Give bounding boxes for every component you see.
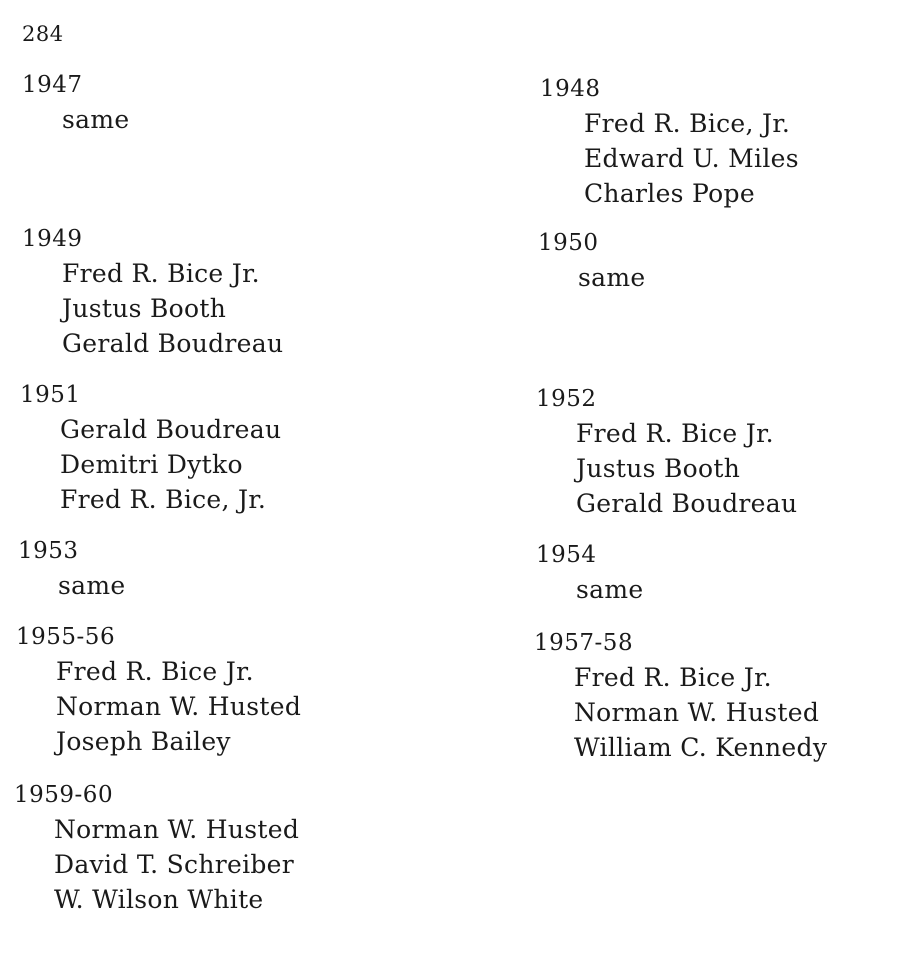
entry-name: same — [62, 105, 130, 134]
entry-names — [60, 412, 281, 517]
entry-name: same — [58, 571, 126, 600]
entry-year: 1955-56 — [16, 624, 116, 650]
entry-names — [574, 660, 827, 765]
entry-name: William C. Kennedy — [574, 733, 828, 762]
entry-name: Demitri Dytko — [60, 450, 243, 479]
entry-1949 — [22, 222, 283, 361]
entry-names — [62, 102, 129, 137]
entry-year: 1953 — [18, 538, 79, 564]
entry-1947 — [22, 68, 129, 137]
entry-name: Fred R. Bice, Jr. — [60, 485, 267, 514]
entry-name: Fred R. Bice Jr. — [576, 419, 774, 448]
entry-name: Edward U. Miles — [584, 144, 799, 173]
entry-names — [54, 812, 299, 917]
entry-name: Justus Booth — [576, 454, 741, 483]
entry-name: same — [578, 263, 646, 292]
page-number: 284 — [22, 22, 64, 46]
entry-1952 — [536, 382, 797, 521]
entry-names — [576, 416, 797, 521]
entry-1955-56 — [16, 620, 301, 759]
entry-1953 — [18, 534, 125, 603]
entry-year: 1950 — [538, 230, 599, 256]
entry-name: Gerald Boudreau — [60, 415, 282, 444]
entry-name: Norman W. Husted — [574, 698, 820, 727]
entry-1954 — [536, 538, 643, 607]
entry-year: 1947 — [22, 72, 83, 98]
entry-1950 — [538, 226, 645, 295]
entry-year: 1959-60 — [14, 782, 114, 808]
entry-name: Norman W. Husted — [56, 692, 302, 721]
entry-year: 1957-58 — [534, 630, 634, 656]
entry-year: 1948 — [540, 76, 601, 102]
entry-names — [578, 260, 645, 295]
entry-name: Fred R. Bice, Jr. — [584, 109, 791, 138]
entry-1951 — [20, 378, 281, 517]
entry-year: 1952 — [536, 386, 597, 412]
entry-1959-60 — [14, 778, 299, 917]
entry-names — [56, 654, 301, 759]
entry-name: David T. Schreiber — [54, 850, 295, 879]
entry-year: 1949 — [22, 226, 83, 252]
entry-1957-58 — [534, 626, 827, 765]
entry-name: Gerald Boudreau — [62, 329, 284, 358]
entry-names — [576, 572, 643, 607]
entry-name: Fred R. Bice Jr. — [56, 657, 254, 686]
entry-year: 1954 — [536, 542, 597, 568]
entry-name: Justus Booth — [62, 294, 227, 323]
entry-name: W. Wilson White — [54, 885, 264, 914]
entry-name: Gerald Boudreau — [576, 489, 798, 518]
entry-name: Fred R. Bice Jr. — [574, 663, 772, 692]
entry-year: 1951 — [20, 382, 81, 408]
entry-name: Fred R. Bice Jr. — [62, 259, 260, 288]
entry-name: Charles Pope — [584, 179, 755, 208]
entry-1948 — [540, 72, 799, 211]
entry-names — [584, 106, 799, 211]
entry-name: Norman W. Husted — [54, 815, 300, 844]
entry-names — [58, 568, 125, 603]
entry-name: Joseph Bailey — [56, 727, 231, 756]
entry-names — [62, 256, 283, 361]
entry-name: same — [576, 575, 644, 604]
